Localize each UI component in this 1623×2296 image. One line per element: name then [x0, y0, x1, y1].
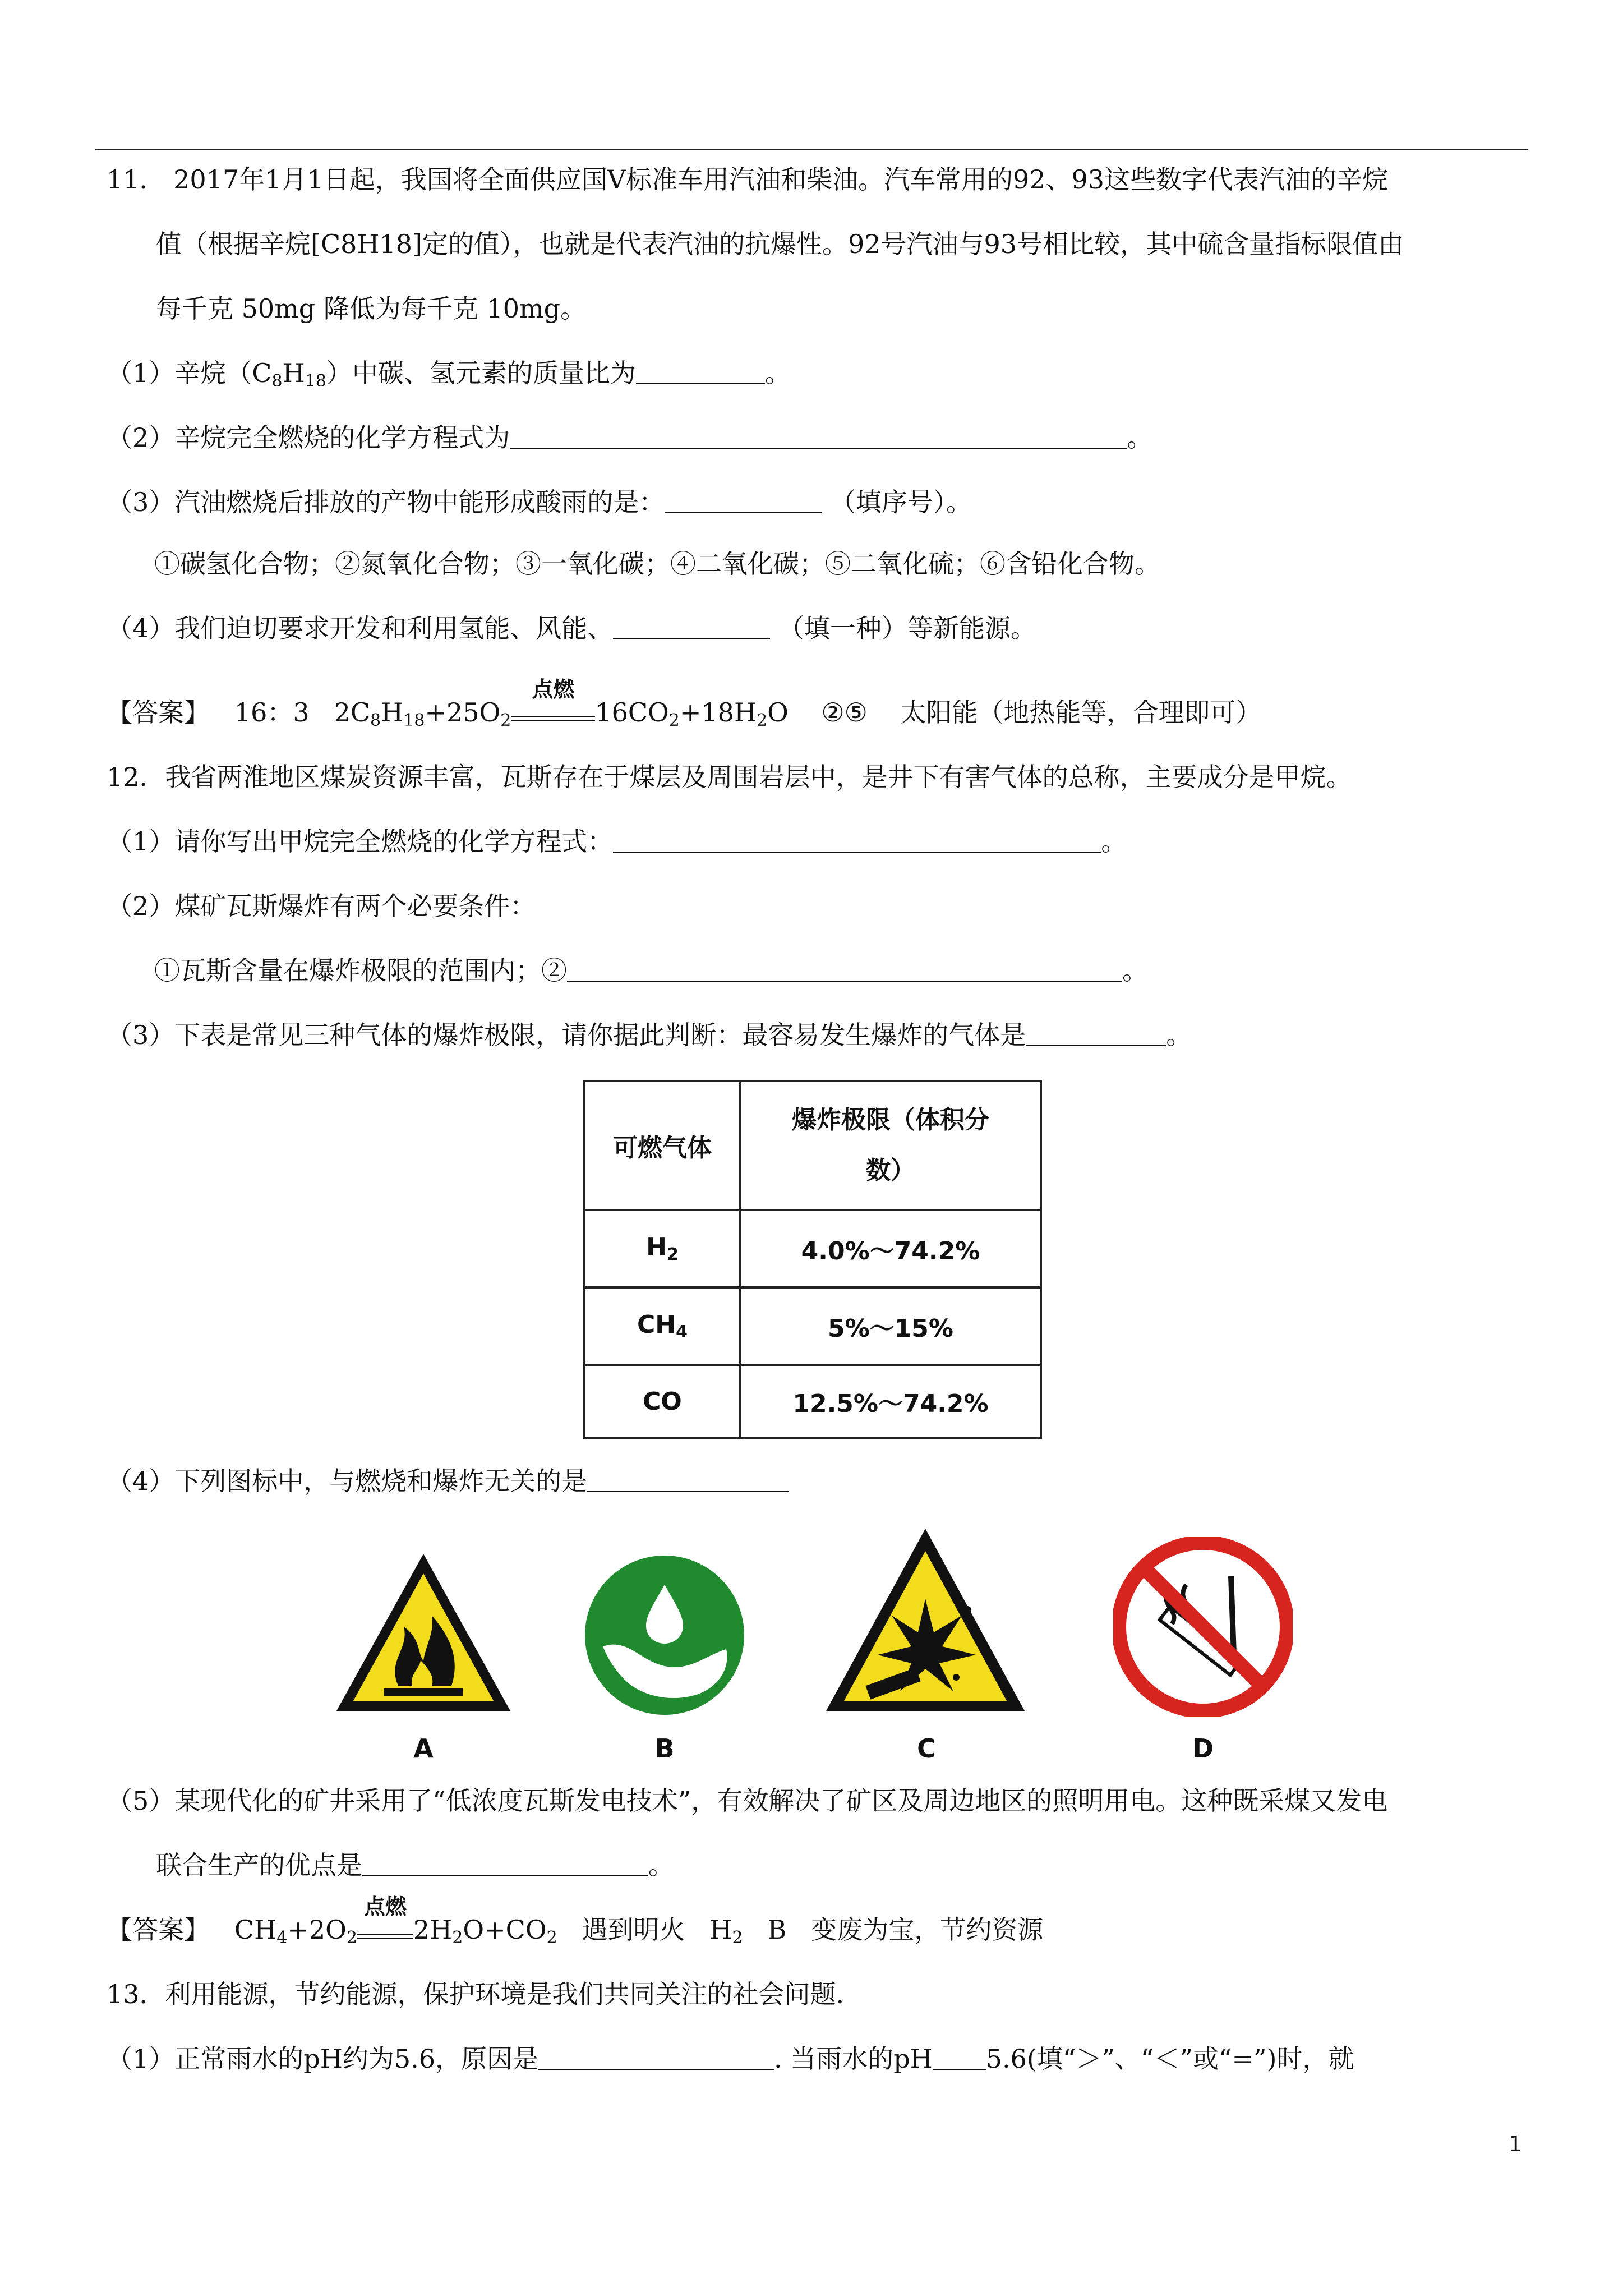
answer-blank[interactable]	[613, 619, 770, 639]
gas-cell: CO	[584, 1365, 740, 1438]
gas-cell: $CH_4$	[584, 1287, 740, 1365]
q12-part2-option: ①瓦斯含量在爆炸极限的范围内；② 。	[154, 955, 1148, 986]
q11-answer: 【答案】 16：3 $2C_8H_{18}+25O_2$ 点燃 $16CO_2+18H_2O$ ②⑤ 太阳能（地热能等，合理即可）	[107, 677, 1262, 730]
q12-part1: （1）请你写出甲烷完全燃烧的化学方程式： 。	[107, 826, 1127, 857]
q11-line2: 值（根据辛烷[C8H18]定的值），也就是代表汽油的抗爆性。92号汽油与93号相比较，其中硫含量指标限值由	[156, 229, 1404, 259]
answer-blank[interactable]	[613, 832, 1101, 853]
answer-blank[interactable]	[636, 364, 765, 384]
no-smoking-sign-icon	[1113, 1537, 1293, 1719]
water-saving-sign-icon	[583, 1554, 746, 1719]
answer-blank[interactable]	[510, 429, 1127, 449]
table-header-row	[584, 1081, 1041, 1210]
q12-answer: 【答案】 $CH_4+2O_2$ 点燃 $2H_2O+CO_2$ 遇到明火 $H_2$ B 变废为宝，节约资源	[107, 1894, 1044, 1948]
answer-blank[interactable]	[362, 1856, 648, 1876]
answer-blank[interactable]	[665, 493, 822, 513]
q12-part2: （2）煤矿瓦斯爆炸有两个必要条件：	[107, 891, 536, 921]
table-row	[584, 1365, 1041, 1438]
answer-blank[interactable]	[587, 1472, 789, 1492]
q12-part5: （5）某现代化的矿井采用了“低浓度瓦斯发电技术”，有效解决了矿区及周边地区的照明用电。这种既采煤又发电	[107, 1786, 1388, 1816]
safety-signs	[0, 1526, 1623, 1764]
explosive-sign-icon	[822, 1526, 1029, 1719]
q12-part4: （4）下列图标中，与燃烧和爆炸无关的是	[107, 1464, 789, 1498]
gas-cell: $H_2$	[584, 1210, 740, 1287]
limit-cell: 5%～15%	[740, 1287, 1041, 1365]
limit-cell: 12.5%～74.2%	[740, 1365, 1041, 1438]
answer-blank[interactable]	[1026, 1026, 1166, 1046]
q12-part5-line2: 联合生产的优点是 。	[156, 1850, 674, 1880]
table-row	[584, 1210, 1041, 1287]
sign-label-b: B	[654, 1733, 675, 1764]
q11-line3: 每千克 50mg 降低为每千克 10mg。	[156, 293, 587, 324]
q11-part4: （4）我们迫切要求开发和利用氢能、风能、 （填一种）等新能源。	[107, 613, 1036, 643]
table-header-gas: 可燃气体	[584, 1081, 740, 1210]
flammable-sign-icon	[331, 1548, 516, 1719]
reaction-condition: 点燃	[357, 1918, 413, 1939]
q11-part3: （3）汽油燃烧后排放的产物中能形成酸雨的是： （填序号）。	[107, 487, 972, 517]
answer-blank[interactable]	[933, 2050, 986, 2070]
q11-part3-options: ①碳氢化合物；②氮氧化合物；③一氧化碳；④二氧化碳；⑤二氧化硫；⑥含铅化合物。	[154, 549, 1160, 579]
answer-blank[interactable]	[538, 2050, 774, 2070]
q11-line1: 11． 2017年1月1日起，我国将全面供应国Ⅴ标准车用汽油和柴油。汽车常用的92、93这些数字代表汽油的辛烷	[107, 164, 1389, 195]
reaction-condition: 点燃	[511, 701, 595, 721]
q12-part3: （3）下表是常见三种气体的爆炸极限，请你据此判断：最容易发生爆炸的气体是 。	[107, 1020, 1192, 1050]
q12-line1: 12．我省两淮地区煤炭资源丰富，瓦斯存在于煤层及周围岩层中，是井下有害气体的总称，主要成分是甲烷。	[107, 762, 1352, 792]
explosion-limit-table	[583, 1080, 1042, 1439]
page-number: 1	[1509, 2132, 1523, 2156]
q13-line1: 13．利用能源，节约能源，保护环境是我们共同关注的社会问题.	[107, 1979, 845, 2009]
sign-label-c: C	[917, 1733, 936, 1764]
q11-part1: （1）辛烷$(C_8H_{18})$中碳、氢元素的质量比为 。	[107, 358, 791, 391]
header-rule	[95, 149, 1528, 150]
q13-part1: （1）正常雨水的pH约为5.6，原因是 . 当雨水的pH 5.6(填“＞”、“＜”或“=”)时，就	[107, 2044, 1354, 2074]
answer-blank[interactable]	[567, 961, 1122, 982]
limit-cell: 4.0%～74.2%	[740, 1210, 1041, 1287]
sign-label-a: A	[413, 1733, 434, 1764]
table-header-limit: 爆炸极限（体积分 数）	[740, 1081, 1041, 1210]
q11-part2: （2）辛烷完全燃烧的化学方程式为 。	[107, 422, 1153, 453]
table-row	[584, 1287, 1041, 1365]
sign-label-d: D	[1192, 1733, 1214, 1764]
